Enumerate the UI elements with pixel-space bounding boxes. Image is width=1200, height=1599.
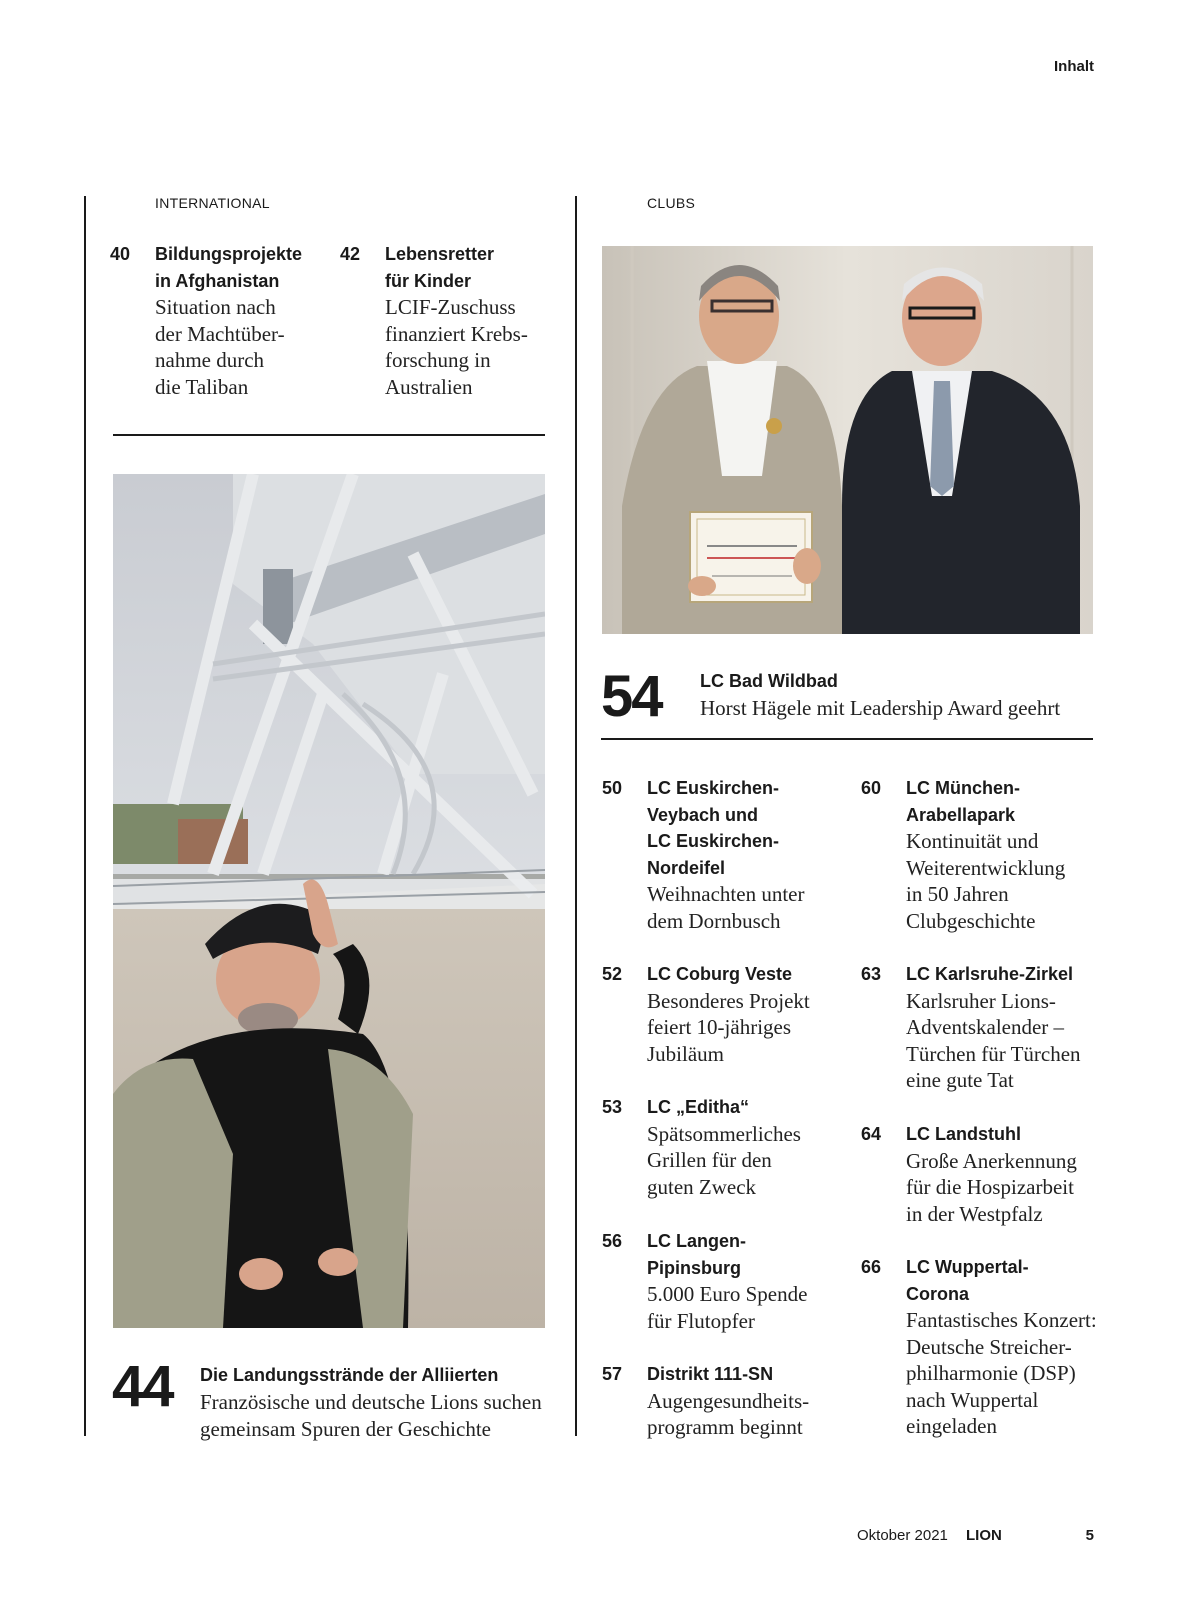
entry-page-number: 42 [340,244,361,264]
toc-entry[interactable] [602,1094,832,1200]
entry-page-number: 57 [602,1364,623,1384]
entry-page-number: 53 [602,1097,623,1117]
entry-description: LCIF-Zuschuss finanziert Krebs- forschung in Australien [385,295,528,399]
feature-description: Französische und deutsche Lions suchen gemeinsam Spuren der Geschichte [200,1390,542,1441]
middle-column-rule [575,196,577,1436]
entry-description: Besonderes Projekt feiert 10-jähriges Jubiläum [647,988,810,1066]
entry-description: Spätsommerliches Grillen für den guten Zweck [647,1121,801,1199]
section-header: Inhalt [1054,58,1094,75]
entry-title: LC Landstuhl [906,1124,1021,1144]
award-photo [602,246,1093,634]
toc-entry[interactable] [602,775,832,934]
entry-page-number: 64 [861,1124,882,1144]
feature-title: Die Landungsstrände der Alliierten [200,1365,499,1385]
entry-description: Karlsruher Lions- Adventskalender – Türchen für Türchen eine gute Tat [906,988,1081,1092]
toc-entry[interactable] [861,961,1101,1094]
entry-description: Weihnachten unter dem Dornbusch [647,882,805,933]
toc-entry[interactable] [861,775,1101,934]
feature-page-number: 54 [601,664,662,729]
toc-entry[interactable] [340,241,550,400]
entry-page-number: 63 [861,964,882,984]
entry-title: Lebensretter für Kinder [385,244,495,291]
toc-entry[interactable] [110,241,330,400]
entry-title: Distrikt 111-SN [647,1364,774,1384]
feature-entry[interactable] [200,1362,550,1443]
entry-description: Kontinuität und Weiterentwicklung in 50 Jahren Clubgeschichte [906,829,1066,933]
entry-description: 5.000 Euro Spende für Flutopfer [647,1282,808,1333]
divider [601,738,1093,740]
feature-title: LC Bad Wildbad [700,671,838,691]
page-footer [820,1527,1094,1547]
divider [113,434,545,436]
footer-issue: Oktober 2021 [857,1527,948,1544]
entry-title: LC Euskirchen- Veybach und LC Euskirchen- Nordeifel [647,778,780,878]
footer-page-number: 5 [1085,1527,1094,1544]
entry-page-number: 56 [602,1231,623,1251]
footer-magazine: LION [966,1527,1002,1544]
entry-description: Augengesundheits- programm beginnt [647,1388,810,1439]
entry-page-number: 50 [602,778,623,798]
entry-description: Große Anerkennung für die Hospizarbeit in der Westpfalz [906,1148,1077,1226]
entry-title: LC München- Arabellapark [906,778,1020,825]
entry-title: LC Karlsruhe-Zirkel [906,964,1074,984]
entry-title: LC Wuppertal- Corona [906,1257,1029,1304]
entry-page-number: 52 [602,964,623,984]
entry-title: LC Coburg Veste [647,964,793,984]
entry-page-number: 40 [110,244,131,264]
entry-description: Situation nach der Machtüber- nahme durch die Taliban [155,295,285,399]
feature-entry[interactable] [700,668,1095,722]
toc-entry[interactable] [602,961,832,1067]
entry-title: LC Langen- Pipinsburg [647,1231,746,1278]
entry-page-number: 66 [861,1257,882,1277]
bridge-photo [113,474,545,1328]
toc-entry[interactable] [861,1121,1101,1227]
entry-description: Fantastisches Konzert: Deutsche Streicher- philharmonie (DSP) nach Wuppertal eingeladen [906,1308,1097,1438]
feature-page-number: 44 [112,1354,173,1419]
toc-entry[interactable] [861,1254,1101,1440]
entry-title: Bildungsprojekte in Afghanistan [155,244,303,291]
feature-description: Horst Hägele mit Leadership Award geehrt [700,696,1061,720]
section-label-international: INTERNATIONAL [155,195,270,211]
left-column-rule [84,196,86,1436]
section-label-clubs: CLUBS [647,195,696,211]
entry-page-number: 60 [861,778,882,798]
toc-entry[interactable] [602,1361,832,1441]
toc-entry[interactable] [602,1228,832,1334]
entry-title: LC „Editha“ [647,1097,749,1117]
